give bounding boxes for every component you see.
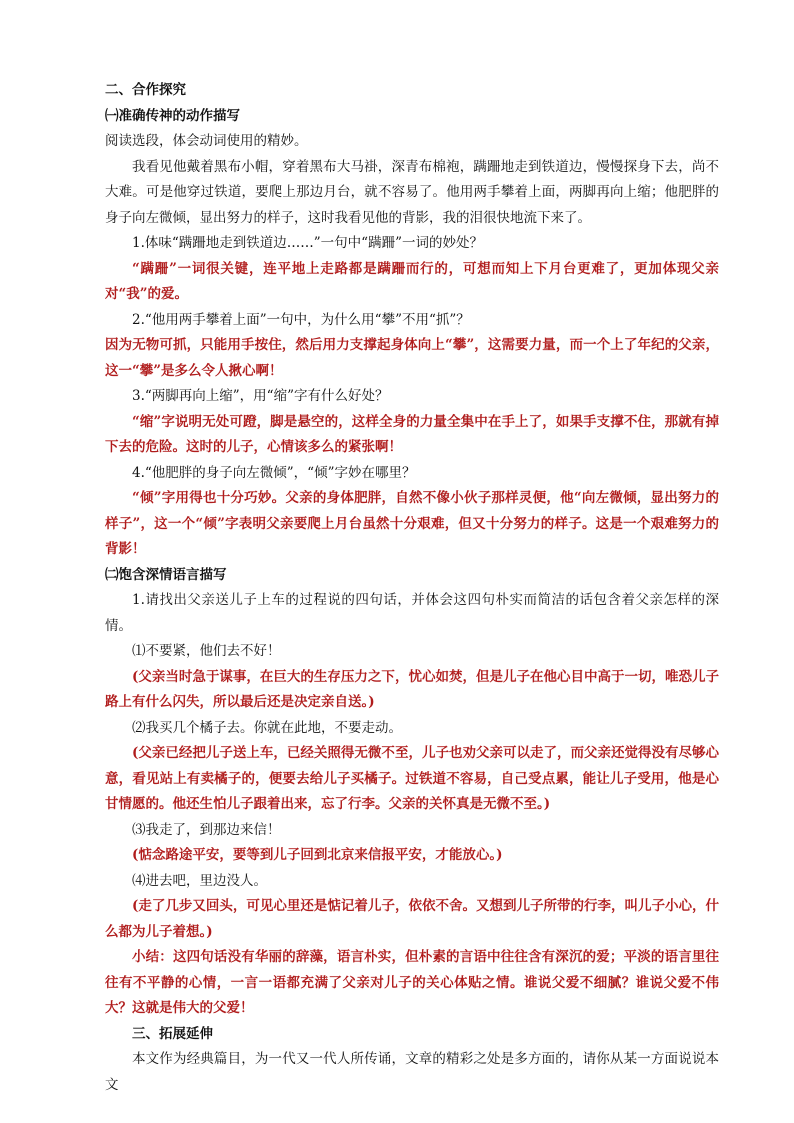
explanation-4: (走了几步又回头，可见心里还是惦记着儿子，依依不舍。又想到儿子所带的行李，叫儿子小心，什么都为儿子着想。): [105, 898, 719, 940]
subsection-title-1: ㈠准确传神的动作描写: [105, 107, 240, 124]
document-body: [105, 78, 719, 1098]
explanation-3: (惦念路途平安，要等到儿子回到北京来信报平安，才能放心。): [132, 847, 503, 863]
quote-4: ⑷进去吧，里边没人。: [132, 872, 267, 889]
explanation-2: (父亲已经把儿子送上车，已经关照得无微不至，儿子也劝父亲可以走了，而父亲还觉得没有尽够心意，看见站上有卖橘子的，便要去给儿子买橘子。过铁道不容易，自己受点累，能让儿子受用，他是心甘情愿的。他还生怕儿子跟着出来，忘了行李。父亲的关怀真是无微不至。): [105, 745, 719, 812]
intro-text: 阅读选段，体会动词使用的精妙。: [105, 133, 308, 149]
answer-2: 因为无物可抓，只能用手按住，然后用力支撑起身体向上“攀”，这需要力量，而一个上了年纪的父亲，这一“攀”是多么令人揪心啊！: [105, 337, 719, 379]
question-5: 1.请找出父亲送儿子上车的过程说的四句话，并体会这四句朴实而简洁的话包含着父亲怎样的深情。: [105, 592, 719, 634]
section-title-3: 三、拓展延伸: [132, 1025, 213, 1042]
subsection-title-2: ㈡饱含深情语言描写: [105, 566, 227, 583]
question-4: 4.“他肥胖的身子向左微倾”，“倾”字妙在哪里？: [132, 464, 416, 481]
passage-text: 我看见他戴着黑布小帽，穿着黑布大马褂，深青布棉袍，蹒跚地走到铁道边，慢慢探身下去，尚不大难。可是他穿过铁道，要爬上那边月台，就不容易了。他用两手攀着上面，两脚再向上缩；他肥胖的身子向左微倾，显出努力的样子，这时我看见他的背影，我的泪很快地流下来了。: [105, 158, 719, 226]
summary-text: 小结：这四句话没有华丽的辞藻，语言朴实，但朴素的言语中往往含有深沉的爱；平淡的语言里往往有不平静的心情，一言一语都充满了父亲对儿子的关心体贴之情。谁说父爱不细腻？谁说父爱不伟大？这就是伟大的父爱！: [105, 949, 719, 1016]
extension-text: 本文作为经典篇目，为一代又一代人所传诵，文章的精彩之处是多方面的，请你从某一方面说说本文: [105, 1051, 719, 1093]
section-title-2: 二、合作探究: [105, 82, 186, 98]
question-3: 3.“两脚再向上缩”，用“缩”字有什么好处？: [132, 388, 389, 404]
answer-1: “蹒跚”一词很关键，连平地上走路都是蹒跚而行的，可想而知上下月台更难了，更加体现父亲对“我”的爱。: [105, 260, 719, 302]
answer-4: “倾”字用得也十分巧妙。父亲的身体肥胖，自然不像小伙子那样灵便，他“向左微倾，显出努力的样子”，这一个“倾”字表明父亲要爬上月台虽然十分艰难，但又十分努力的样子。这是一个艰难努力的背影！: [105, 490, 719, 557]
quote-2: ⑵我买几个橘子去。你就在此地，不要走动。: [132, 719, 402, 736]
quote-1: ⑴不要紧，他们去不好！: [132, 643, 281, 659]
question-2: 2.“他用两手攀着上面”一句中，为什么用“攀”不用“抓”？: [132, 311, 470, 328]
explanation-1: (父亲当时急于谋事，在巨大的生存压力之下，忧心如焚，但是儿子在他心目中高于一切，唯恐儿子路上有什么闪失，所以最后还是决定亲自送。): [105, 668, 719, 710]
question-1: 1.体味“蹒跚地走到铁道边……”一句中“蹒跚”一词的妙处？: [132, 235, 483, 251]
answer-3: “缩”字说明无处可蹬，脚是悬空的，这样全身的力量全集中在手上了，如果手支撑不住，那就有掉下去的危险。这时的儿子，心情该多么的紧张啊！: [105, 413, 719, 455]
quote-3: ⑶我走了，到那边来信！: [132, 821, 281, 838]
